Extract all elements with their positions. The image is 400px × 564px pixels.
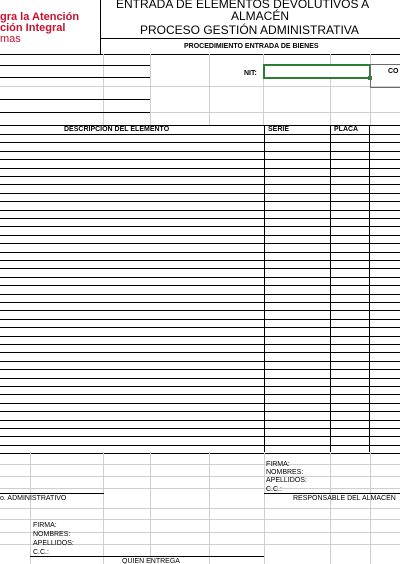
table-row[interactable] [0, 445, 400, 446]
table-row[interactable] [0, 252, 400, 253]
table-row[interactable] [0, 369, 400, 370]
table-row[interactable] [0, 218, 400, 219]
table-row[interactable] [0, 159, 400, 160]
logo-line-2: ción Integral [0, 22, 66, 34]
process-title: PROCESO GESTIÓN ADMINISTRATIVA [140, 23, 359, 37]
column-header-description: DESCRIPCION DEL ELEMENTO [64, 126, 170, 133]
table-row[interactable] [0, 310, 400, 311]
table-row[interactable] [0, 176, 400, 177]
entrega-role-label: QUIEN ENTREGA [122, 558, 180, 564]
table-row[interactable] [0, 260, 400, 261]
table-row[interactable] [0, 294, 400, 295]
table-row[interactable] [0, 243, 400, 244]
table-header-bottom-line [0, 134, 400, 135]
almacen-role-label: RESPONSABLE DEL ALMACÉN [293, 495, 396, 502]
table-row[interactable] [0, 352, 400, 353]
almacen-cc-label: C.C.: [266, 486, 282, 493]
co-label: CO [388, 68, 399, 75]
table-row[interactable] [0, 142, 400, 143]
entrega-firma-label: FIRMA: [33, 522, 57, 529]
nit-label: NIT: [244, 70, 257, 77]
table-row[interactable] [0, 151, 400, 152]
almacen-firma-label: FIRMA: [266, 461, 290, 468]
table-row[interactable] [0, 184, 400, 185]
table-row[interactable] [0, 453, 400, 454]
entrega-cc-label: C.C.: [33, 549, 49, 556]
almacen-signature-line [264, 493, 400, 494]
table-row[interactable] [0, 436, 400, 437]
table-row[interactable] [0, 428, 400, 429]
administrativo-signature-line [0, 493, 104, 494]
entrega-nombres-label: NOMBRES: [33, 531, 71, 538]
nit-input[interactable] [263, 64, 371, 79]
logo-line-1: gra la Atención [0, 11, 80, 23]
table-row[interactable] [0, 168, 400, 169]
header-divider [100, 0, 101, 54]
form-line [0, 99, 150, 100]
header-bottom-line [0, 54, 400, 55]
table-row[interactable] [0, 386, 400, 387]
table-row[interactable] [0, 420, 400, 421]
form-line [0, 77, 150, 78]
table-row[interactable] [0, 327, 400, 328]
logo-line-3: mas [0, 33, 21, 45]
entrega-signature-line [30, 556, 264, 557]
form-line [0, 65, 150, 66]
table-row[interactable] [0, 210, 400, 211]
table-row[interactable] [0, 235, 400, 236]
document-title-line-1: ENTRADA DE ELEMENTOS DEVOLUTIVOS A [116, 0, 370, 11]
table-row[interactable] [0, 277, 400, 278]
table-row[interactable] [0, 285, 400, 286]
table-row[interactable] [0, 336, 400, 337]
column-header-placa: PLACA [334, 126, 359, 133]
entrega-apellidos-label: APELLIDOS: [33, 540, 74, 547]
table-row[interactable] [0, 319, 400, 320]
almacen-nombres-label: NOMBRES: [266, 469, 304, 476]
document-title-line-2: ALMACÉN [231, 9, 290, 23]
table-row[interactable] [0, 226, 400, 227]
table-row[interactable] [0, 193, 400, 194]
table-row[interactable] [0, 344, 400, 345]
header-line [100, 38, 400, 39]
table-row[interactable] [0, 268, 400, 269]
table-row[interactable] [0, 394, 400, 395]
table-row[interactable] [0, 201, 400, 202]
table-row[interactable] [0, 302, 400, 303]
procedure-subtitle: PROCEDIMIENTO ENTRADA DE BIENES [184, 43, 319, 50]
organization-logo [0, 0, 100, 54]
table-row[interactable] [0, 403, 400, 404]
form-line [0, 112, 150, 113]
table-row[interactable] [0, 378, 400, 379]
column-header-serie: SERIE [268, 126, 290, 133]
administrativo-role-label: o. ADMINISTRATIVO [0, 495, 67, 502]
table-row[interactable] [0, 411, 400, 412]
almacen-apellidos-label: APELLIDOS: [266, 477, 307, 484]
table-row[interactable] [0, 361, 400, 362]
